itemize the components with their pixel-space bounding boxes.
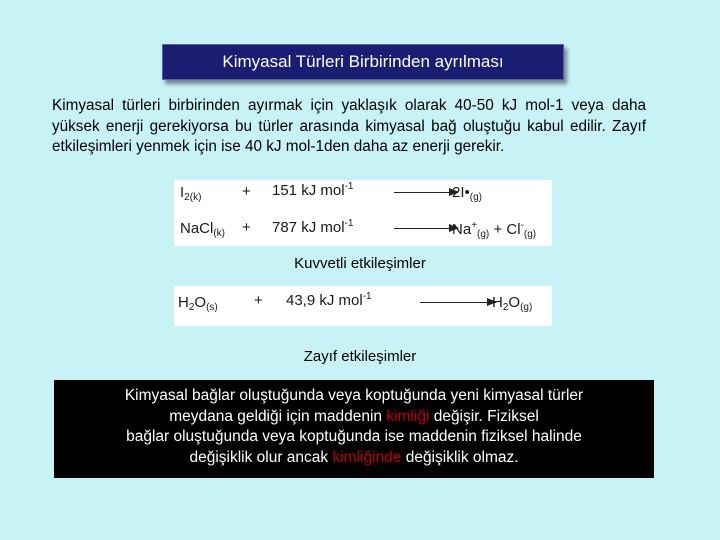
equation-2-plus: + [242, 219, 251, 236]
equation-1-reactant: $I_{2(k)}$ [180, 184, 202, 203]
intro-paragraph: Kimyasal türleri birbirinden ayırmak için yaklaşık olarak 40-50 kJ mol-1 veya daha yüksek enerji gerekiyorsa bu türler arasında kimyasal bağ oluştuğu kabul edilir. Zayıf etkileşimleri yenmek için ise 40 kJ mol-1den daha az enerji gerekir. [52, 97, 646, 155]
equation-3-arrow [420, 302, 496, 303]
equation-2-reactant: NaCl$_{(k)}$ [180, 220, 226, 239]
note-line-2: meydana geldiği için maddenin kimliği değişir. Fiziksel [169, 407, 539, 425]
equation-2-arrow [394, 228, 458, 229]
note-line-3: bağlar oluştuğunda veya koptuğunda ise maddenin fiziksel halinde [126, 428, 582, 445]
equation-3-product: $H_2O_{(g)}$ [492, 294, 533, 313]
equation-1-energy: 151 kJ mol$^{-1}$ [272, 181, 354, 199]
strong-interactions-equations [174, 180, 552, 246]
weak-caption: Zayıf etkileşimler [303, 348, 417, 365]
slide-title: Kimyasal Türleri Birbirinden ayrılması [162, 44, 564, 80]
note-line-1: Kimyasal bağlar oluştuğunda veya koptuğunda yeni kimyasal türler [124, 387, 584, 404]
equation-3-reactant: $H_2O_{(s)}$ [178, 294, 218, 313]
equation-1-product: $2I•_{(g)}$ [452, 184, 482, 203]
highlight-kimliginde: kimliğinde [332, 448, 402, 466]
note-line-4: değişiklik olur ancak kimliğinde değişiklik olmaz. [189, 448, 519, 466]
summary-note-box [54, 380, 654, 478]
equation-1-arrow [394, 192, 458, 193]
equation-2-product: $Na^+_{(g)} + Cl^-_{(g)}$ [452, 220, 537, 240]
highlight-kimligi: kimliği [386, 407, 430, 425]
equation-3-plus: + [254, 292, 263, 309]
strong-caption: Kuvvetli etkileşimler [294, 255, 426, 272]
equation-1-plus: + [242, 183, 251, 200]
equation-3-energy: 43,9 kJ mol$^{-1}$ [286, 291, 372, 309]
equation-2-energy: 787 kJ mol$^{-1}$ [272, 218, 354, 236]
weak-interactions-equation [174, 286, 552, 326]
